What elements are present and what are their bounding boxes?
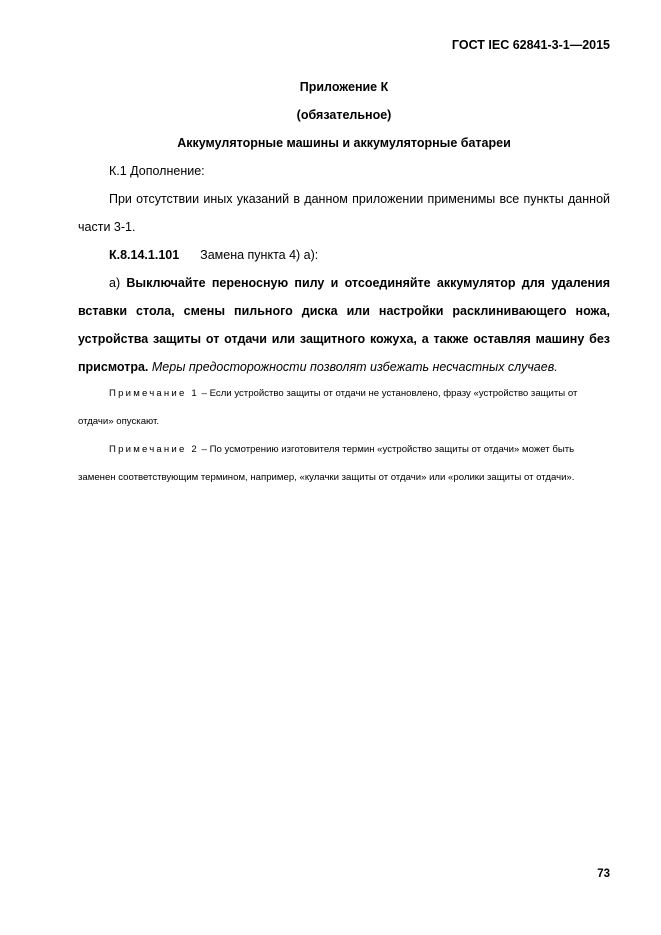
item-a-prefix: а): [109, 276, 127, 290]
annex-title: Приложение К: [299, 80, 389, 94]
note-2-label: Примечание 2: [109, 444, 199, 455]
k1-heading: К.1 Дополнение:: [109, 164, 205, 178]
k1-text-line2: части 3-1.: [78, 220, 136, 234]
note-2-line1: [109, 436, 612, 464]
note-1-line1: [109, 380, 612, 408]
annex-status: (обязательное): [296, 108, 392, 122]
k1-text-line1: При отсутствии иных указаний в данном приложении применимы все пункты данной: [109, 192, 610, 206]
annex-subject: Аккумуляторные машины и аккумуляторные батареи: [177, 136, 511, 150]
page-number: 73: [597, 868, 610, 880]
note-1-label: Примечание 1: [109, 388, 199, 399]
item-a-line1: [78, 269, 610, 297]
note-2-line2: заменен соответствующим термином, например, «кулачки защиты от отдачи» или «ролики защиты от отдачи».: [78, 472, 575, 483]
item-a-line2: вставки стола, смены пильного диска или настройки расклинивающего ножа,: [78, 304, 610, 318]
clause-text: Замена пункта 4) а):: [200, 248, 319, 262]
item-a-line4: [78, 353, 610, 381]
note-1-text: – Если устройство защиты от отдачи не установлено, фразу «устройство защиты от: [198, 388, 578, 399]
item-a-line1-text: Выключайте переносную пилу и отсоединяйте аккумулятор для удаления: [126, 276, 610, 290]
item-a-line4-italic: Меры предосторожности позволят избежать несчастных случаев.: [148, 360, 558, 374]
document-code: ГОСТ IEC 62841-3-1—2015: [451, 38, 610, 52]
item-a-line3: устройства защиты от отдачи или защитного кожуха, а также оставляя машину без: [78, 332, 610, 346]
item-a-line4-bold: присмотра.: [78, 360, 149, 374]
note-2-text: – По усмотрению изготовителя термин «устройство защиты от отдачи» может быть: [198, 444, 575, 455]
clause-number: К.8.14.1.101: [109, 248, 180, 262]
note-1-line2: отдачи» опускают.: [78, 416, 160, 427]
clause-line: [109, 241, 509, 269]
